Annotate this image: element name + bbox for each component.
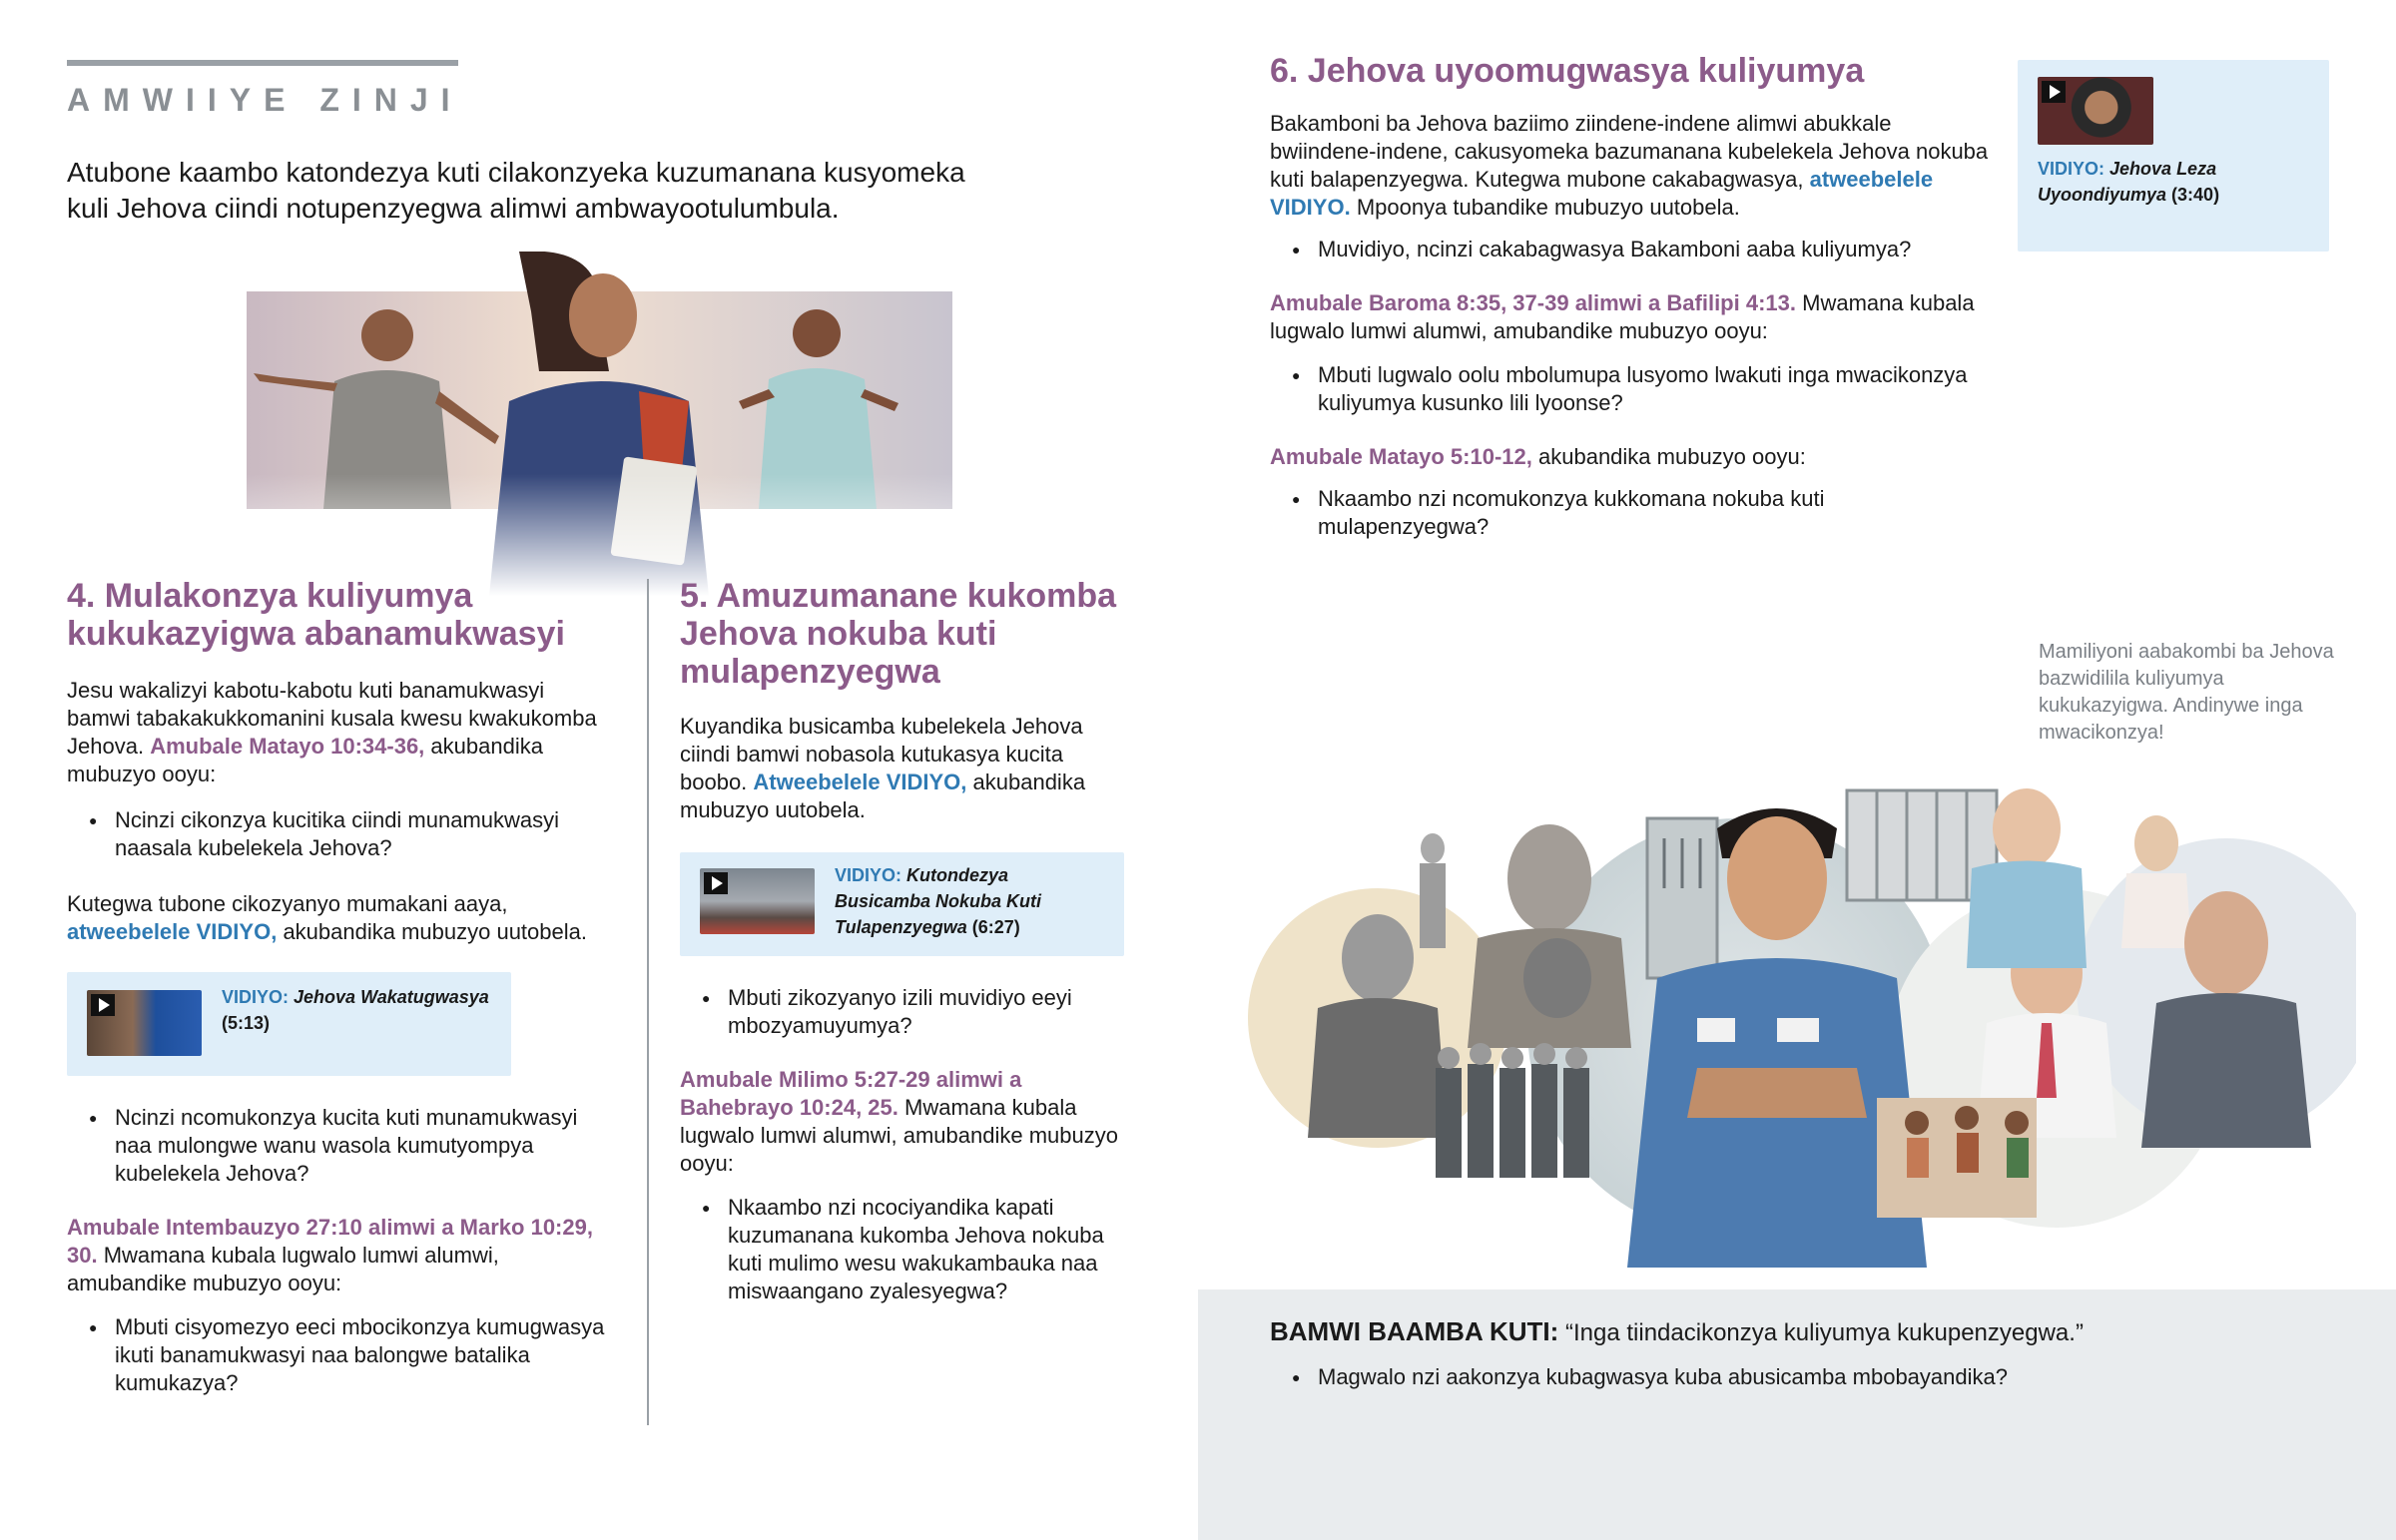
video-title: VIDIYO: Jehova Wakatugwasya (5:13) bbox=[222, 987, 489, 1033]
question-bullet: ● Mbuti cisyomezyo eeci mbocikonzya kumugwasya ikuti banamukwasyi naa balongwe batalika kumukazya? bbox=[67, 1313, 611, 1397]
question-bullet: ● Mbuti zikozyanyo izili muvidiyo eeyi mbozyamuyumya? bbox=[680, 984, 1124, 1040]
question-bullet: ● Ncinzi cikonzya kucitika ciindi munamukwasyi naasala kubelekela Jehova? bbox=[67, 806, 611, 862]
section-5 bbox=[680, 577, 1124, 1305]
section-kicker: AMWIIYE ZINJI bbox=[67, 82, 463, 118]
video-link[interactable]: Atweebelele VIDIYO, bbox=[753, 770, 967, 794]
video-box[interactable] bbox=[67, 972, 511, 1076]
illustration-caption: Mamiliyoni aabakombi ba Jehova bazwidilila kuliyumya kukukazyigwa. Andinywe inga mwacikonzya! bbox=[2039, 641, 2334, 744]
objection-label: BAMWI BAAMBA KUTI: bbox=[1270, 1316, 1559, 1346]
section-6-paragraph-1: Bakamboni ba Jehova baziimo ziindene-indene alimwi abukkale bwiindene-indene, cakusyomeka bazumanana kubelekela Jehova nokuba kuti balapenzyegwa. Kutegwa mubone cakabagwasya, atweebelele VIDIYO. Mpoonya tubandike mubuzyo uutobela. bbox=[1270, 111, 1989, 220]
section-4-paragraph-2: Kutegwa tubone cikozyanyo mumakani aaya, atweebelele VIDIYO, akubandika mubuzyo uutobela. bbox=[67, 891, 587, 944]
kicker-rule bbox=[67, 60, 458, 66]
scripture-ref-matayo-5[interactable]: Amubale Matayo 5:10-12, bbox=[1270, 444, 1532, 469]
video-title: VIDIYO: Kutondezya Busicamba Nokuba Kuti Tulapenzyegwa (6:27) bbox=[835, 865, 1042, 937]
video-link[interactable]: atweebelele VIDIYO, bbox=[67, 919, 278, 944]
play-icon[interactable] bbox=[91, 994, 115, 1016]
bottom-objection bbox=[1270, 1315, 2348, 1349]
play-icon[interactable] bbox=[704, 872, 728, 894]
video-box[interactable] bbox=[2018, 60, 2329, 252]
scripture-ref-baroma[interactable]: Amubale Baroma 8:35, 37-39 alimwi a Bafilipi 4:13. bbox=[1270, 290, 1796, 315]
section-4 bbox=[67, 577, 611, 1397]
intro-text: Atubone kaambo katondezya kuti cilakonzyeka kuzumanana kusyomeka kuli Jehova ciindi notupenzyegwa alimwi ambwayootulumbula. bbox=[67, 157, 965, 224]
objection-quote: “Inga tiindacikonzya kuliyumya kukupenzyegwa.” bbox=[1565, 1319, 2084, 1346]
witnesses-illustration bbox=[1228, 769, 2356, 1268]
family-opposition-illustration bbox=[220, 252, 958, 596]
section-4-paragraph-3: Amubale Intembauzyo 27:10 alimwi a Marko 10:29, 30. Mwamana kubala lugwalo lumwi alumwi, amubandike mubuzyo ooyu: bbox=[67, 1215, 593, 1295]
video-thumbnail[interactable] bbox=[87, 990, 202, 1056]
section-4-title: 4. Mulakonzya kuliyumya kukukazyigwa abanamukwasyi bbox=[67, 577, 565, 653]
scripture-ref-intembauzyo[interactable]: Amubale Intembauzyo 27:10 alimwi a Marko 10:29, 30. bbox=[67, 1215, 593, 1268]
section-6-paragraph-3: Amubale Matayo 5:10-12, akubandika mubuzyo ooyu: bbox=[1270, 444, 1806, 469]
question-bullet: ● Magwalo nzi aakonzya kubagwasya kuba abusicamba mbobayandika? bbox=[1270, 1363, 2348, 1391]
play-icon[interactable] bbox=[2042, 81, 2066, 103]
objection-question-list bbox=[1270, 1363, 2348, 1391]
question-bullet: ● Nkaambo nzi ncociyandika kapati kuzumanana kukomba Jehova nokuba kuti mulimo wesu wakukambauka naa miswaangano zyalesyegwa? bbox=[680, 1194, 1124, 1305]
question-bullet: ● Mbuti lugwalo oolu mbolumupa lusyomo lwakuti inga mwacikonzya kuliyumya kusunko lili lyoonse? bbox=[1270, 361, 1989, 417]
section-6-title: 6. Jehova uyoomugwasya kuliyumya bbox=[1270, 52, 1865, 90]
question-bullet: ● Ncinzi ncomukonzya kucita kuti munamukwasyi naa mulongwe wanu wasola kumutyompya kubelekela Jehova? bbox=[67, 1104, 611, 1188]
column-divider bbox=[647, 579, 649, 1425]
section-5-title: 5. Amuzumanane kukomba Jehova nokuba kuti mulapenzyegwa bbox=[680, 577, 1117, 691]
section-5-paragraph-1: Kuyandika busicamba kubelekela Jehova ciindi bamwi nobasola kutukasya kucita boobo. Atweebelele VIDIYO, akubandika mubuzyo uutobela. bbox=[680, 714, 1086, 822]
video-link[interactable]: atweebelele VIDIYO. bbox=[1270, 167, 1934, 220]
video-thumbnail[interactable] bbox=[2038, 77, 2153, 145]
section-6-paragraph-2: Amubale Baroma 8:35, 37-39 alimwi a Bafilipi 4:13. Mwamana kubala lugwalo lumwi alumwi, amubandike mubuzyo ooyu: bbox=[1270, 290, 1975, 343]
scripture-ref-matayo[interactable]: Amubale Matayo 10:34-36, bbox=[150, 734, 425, 759]
section-6 bbox=[1270, 52, 1989, 541]
question-bullet: ● Nkaambo nzi ncomukonzya kukkomana nokuba kuti mulapenzyegwa? bbox=[1270, 485, 1989, 541]
video-box[interactable] bbox=[680, 852, 1124, 956]
scripture-ref-milimo[interactable]: Amubale Milimo 5:27-29 alimwi a Bahebrayo 10:24, 25. bbox=[680, 1067, 1022, 1120]
video-thumbnail[interactable] bbox=[700, 868, 815, 934]
section-4-paragraph-1: Jesu wakalizyi kabotu-kabotu kuti banamukwasyi bamwi tabakakukkomanini kusala kwesu kwakukomba Jehova. Amubale Matayo 10:34-36, akubandika mubuzyo ooyu: bbox=[67, 678, 597, 786]
question-bullet: ● Muvidiyo, ncinzi cakabagwasya Bakamboni aaba kuliyumya? bbox=[1270, 236, 1989, 263]
video-title: VIDIYO: Jehova Leza Uyoondiyumya (3:40) bbox=[2038, 159, 2220, 205]
section-5-paragraph-2: Amubale Milimo 5:27-29 alimwi a Bahebrayo 10:24, 25. Mwamana kubala lugwalo lumwi alumwi, amubandike mubuzyo ooyu: bbox=[680, 1067, 1118, 1176]
